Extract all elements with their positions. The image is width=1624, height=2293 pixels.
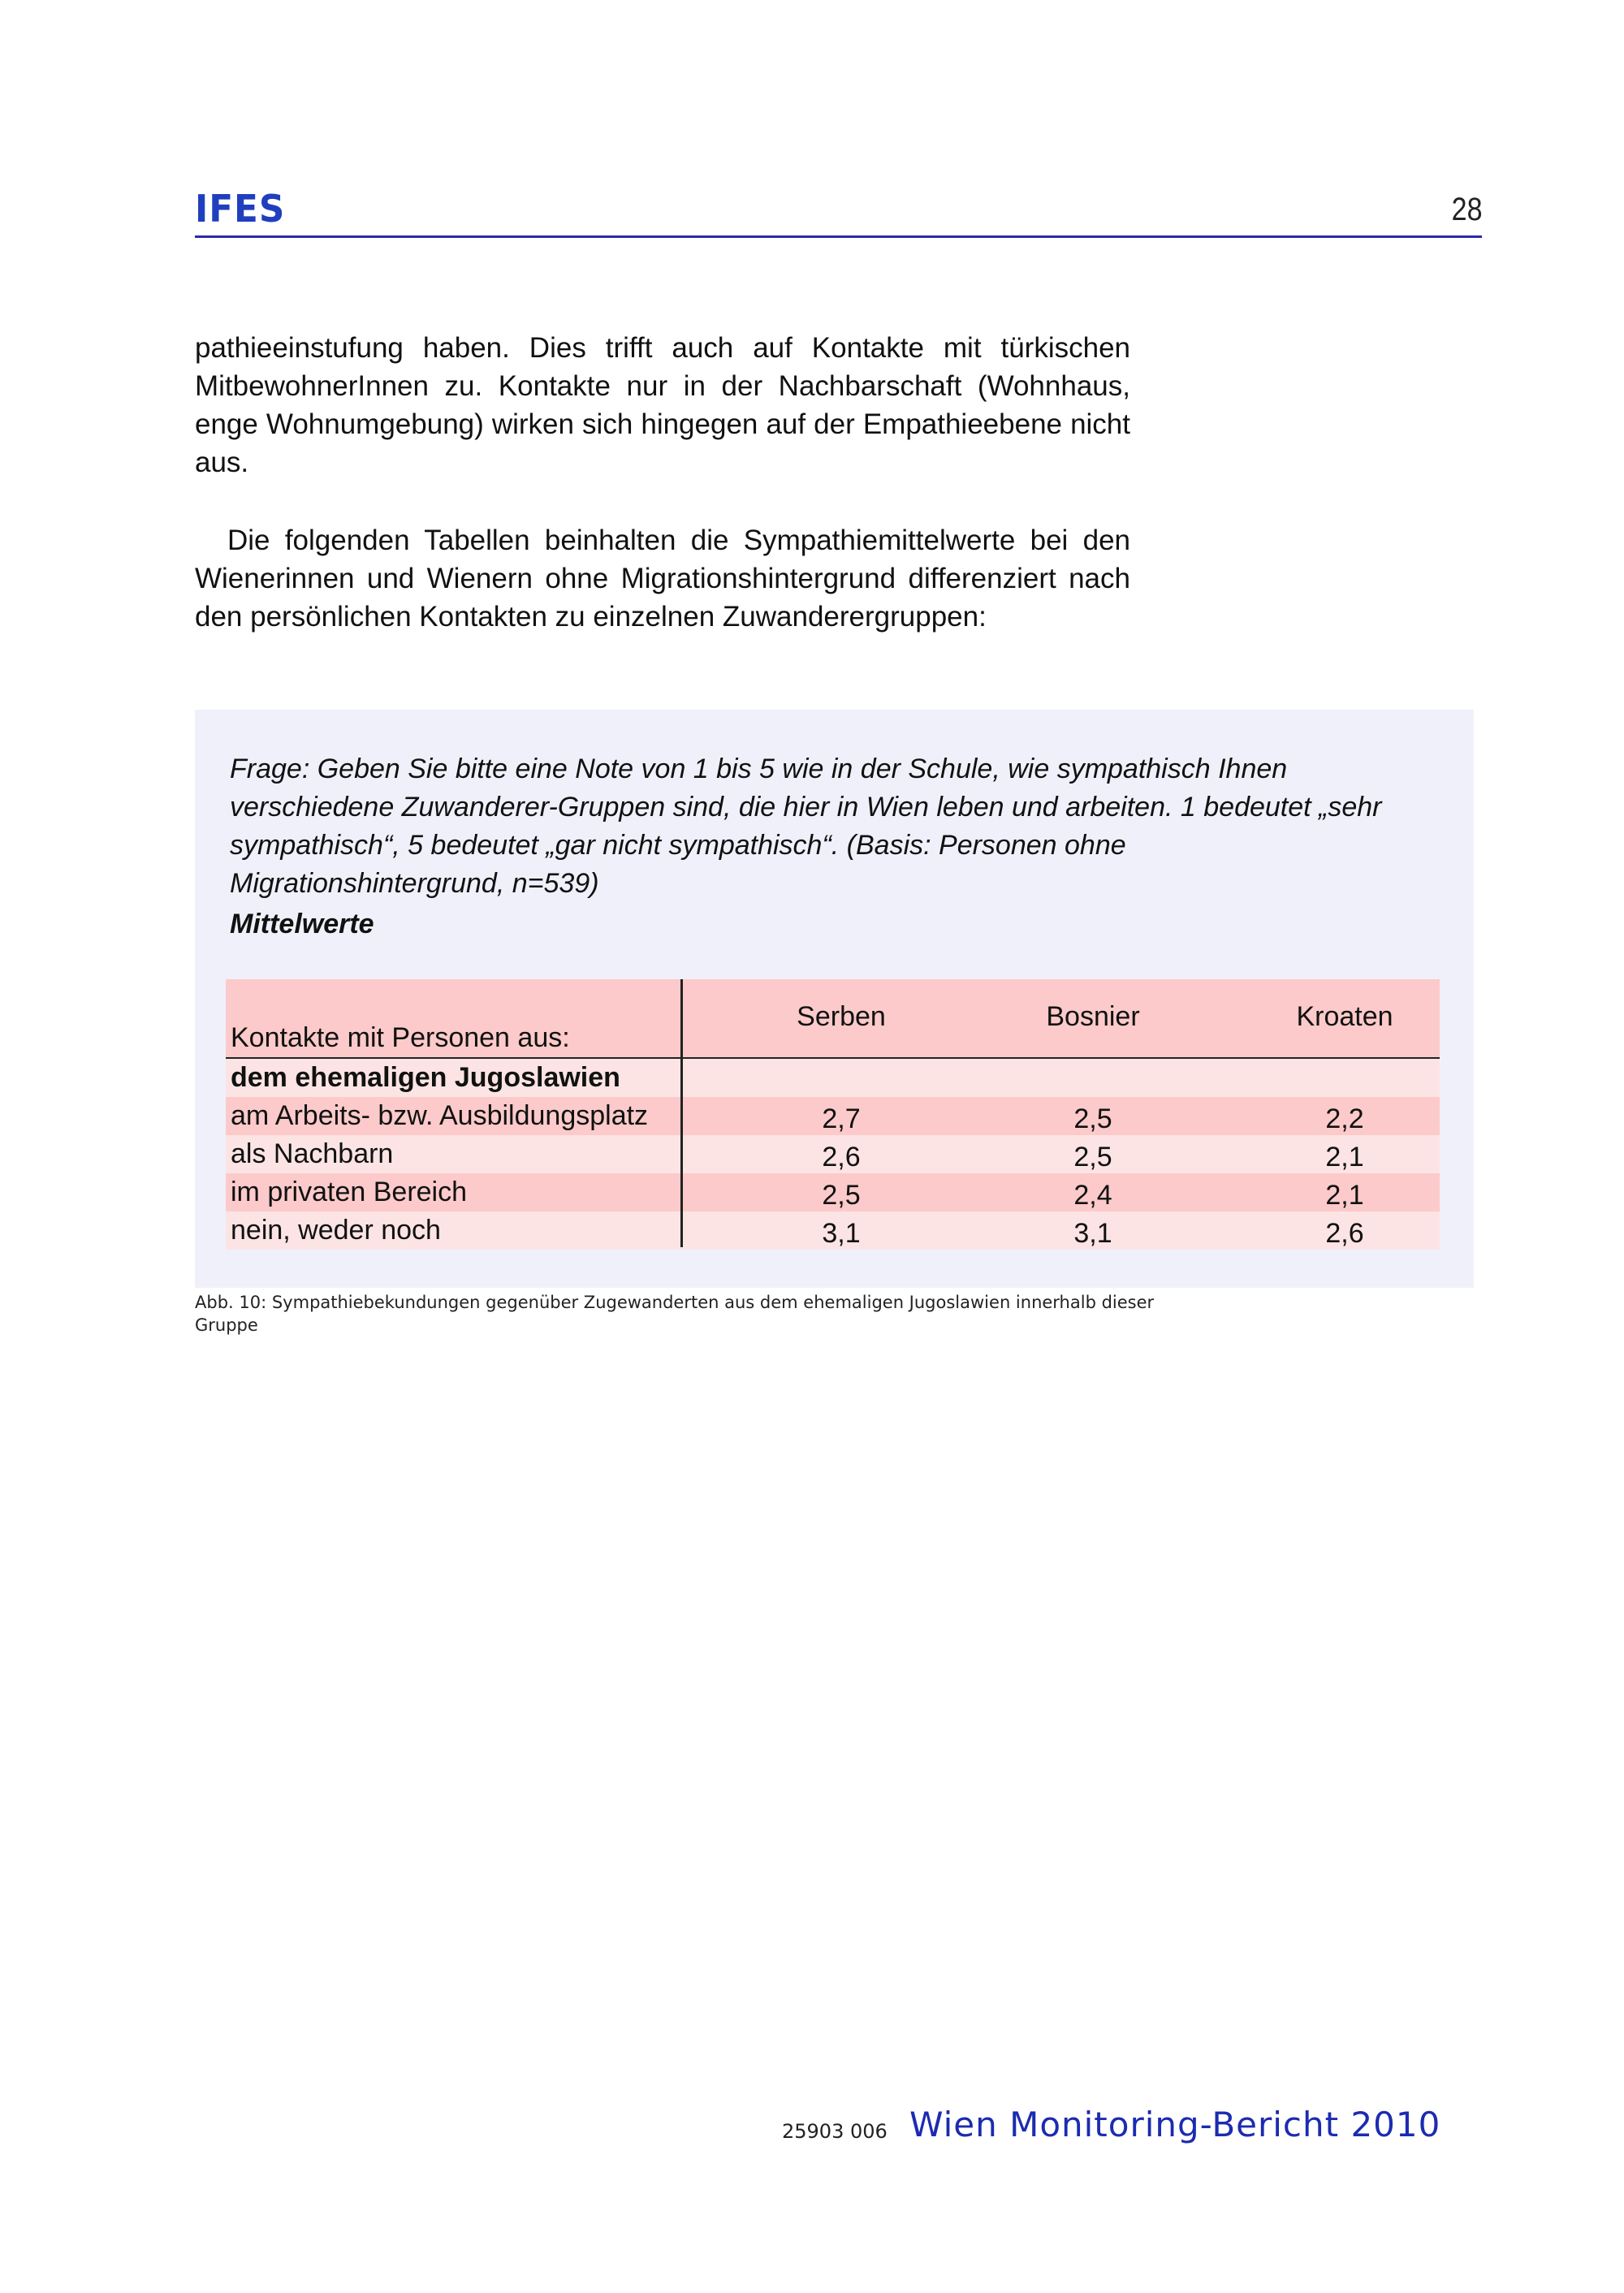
column-header-serben: Serben (797, 1001, 886, 1032)
value-cell: 2,5 (822, 1180, 861, 1211)
value-cell: 2,2 (1325, 1103, 1364, 1134)
figure-caption: Abb. 10: Sympathiebekundungen gegenüber Zugewanderten aus dem ehemaligen Jugoslawien innerhalb dieser Gruppe (195, 1293, 1155, 1335)
body-paragraph-1: pathieeinstufung haben. Dies trifft auch auf Kontakte mit türkischen MitbewohnerInnen zu. Kontakte nur in der Nachbarschaft (Wohnhaus, enge Wohnumgebung) wirken sich hingegen auf der Empathieebene nicht aus. (195, 332, 1130, 478)
row-header-label: Kontakte mit Personen aus: (231, 1022, 570, 1053)
body-paragraph-2: Die folgenden Tabellen beinhalten die Sympathiemittelwerte bei den Wienerinnen und Wienern ohne Migrationshintergrund differenziert nach den persönlichen Kontakten zu einzelnen Zuwanderergruppen: (195, 525, 1130, 633)
value-cell: 2,5 (1073, 1142, 1112, 1172)
value-cell: 2,6 (1325, 1218, 1364, 1249)
page-header (195, 188, 1482, 238)
row-label: am Arbeits- bzw. Ausbildungsplatz (231, 1100, 649, 1131)
report-code: 25903 006 (782, 2120, 888, 2143)
row-label: als Nachbarn (231, 1138, 394, 1169)
value-cell: 2,1 (1325, 1180, 1364, 1211)
value-cell: 2,7 (822, 1103, 861, 1134)
survey-question: Frage: Geben Sie bitte eine Note von 1 bis 5 wie in der Schule, wie sympathisch Ihnen verschiedene Zuwanderer-Gruppen sind, die hier in Wien leben und arbeiten. 1 bedeutet „sehr sympathisch“, 5 bedeutet „gar nicht sympathisch“. (Basis: Personen ohne Migrationshintergrund, n=539) (230, 754, 1382, 899)
table-row (226, 1097, 1440, 1135)
table-row (226, 1211, 1440, 1250)
row-label: im privaten Bereich (231, 1177, 468, 1207)
value-cell: 2,6 (822, 1142, 861, 1172)
value-cell: 2,4 (1073, 1180, 1112, 1211)
value-cell: 2,5 (1073, 1103, 1112, 1134)
ifes-logo: IFES (195, 187, 286, 231)
page-number: 28 (1451, 192, 1482, 227)
measure-label: Mittelwerte (230, 909, 374, 939)
report-title: Wien Monitoring-Bericht 2010 (909, 2105, 1441, 2144)
survey-table-panel (195, 710, 1474, 1288)
table-group-row (226, 1059, 1440, 1097)
group-label: dem ehemaligen Jugoslawien (231, 1062, 620, 1093)
column-header-kroaten: Kroaten (1296, 1001, 1393, 1032)
value-cell: 2,1 (1325, 1142, 1364, 1172)
value-cell: 3,1 (822, 1218, 861, 1249)
table-row (226, 1135, 1440, 1173)
value-cell: 3,1 (1073, 1218, 1112, 1249)
mean-values-table (226, 979, 1440, 1250)
table-header-row (226, 979, 1440, 1059)
row-label: nein, weder noch (231, 1215, 441, 1246)
table-row (226, 1173, 1440, 1211)
column-header-bosnier: Bosnier (1046, 1001, 1140, 1032)
table-divider (680, 979, 683, 1247)
